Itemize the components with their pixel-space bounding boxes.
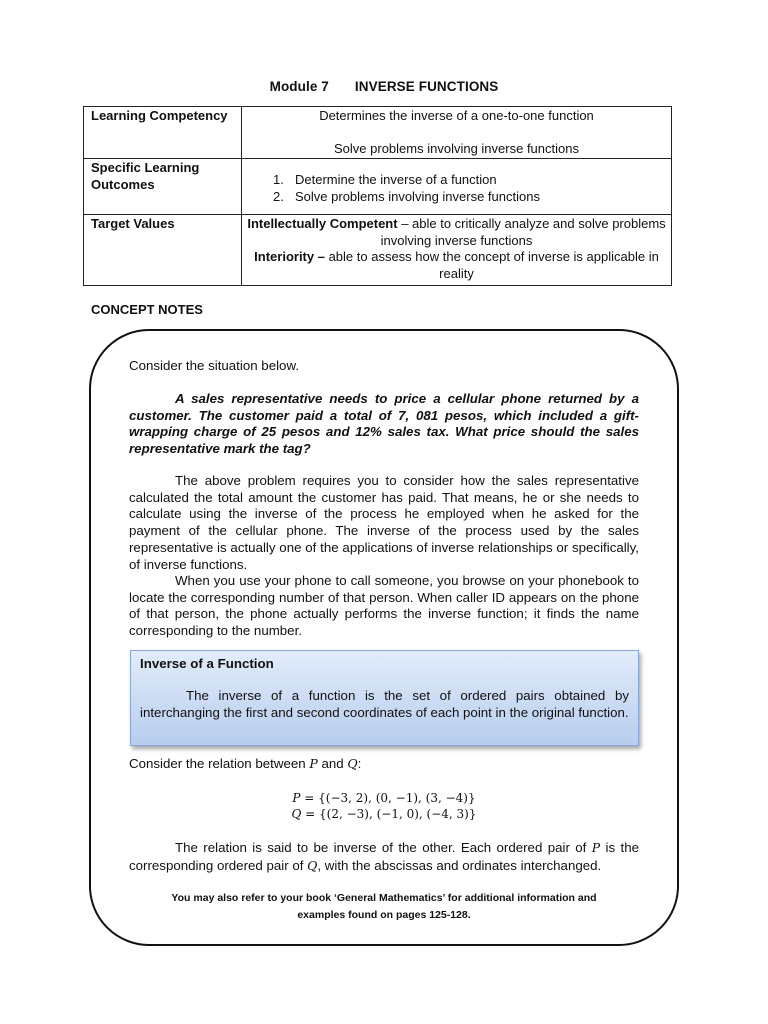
target-value-2 [246,249,667,282]
book-reference-note [0,890,768,924]
competency-item-2: Solve problems involving inverse functions [334,140,579,156]
outcome-item [273,188,667,205]
relation-colon: : [357,756,362,771]
footnote-line-2: examples found on pages 125-128. [297,909,471,921]
module-title [0,79,768,94]
explanation-paragraph-2: When you use your phone to call someone, you browse on your phonebook to locate the corresponding number of that person. When caller ID appears on the phone of that person, the phone actually performs the inverse function; it finds the name corresponding to the number. [129,573,639,639]
outcome-number: 2. [273,189,284,204]
set-p [0,790,768,806]
outcome-item [273,171,667,188]
outcome-number: 1. [273,172,284,187]
set-q-name: Q [291,807,302,821]
learning-competency-table [83,106,672,286]
problem-statement: A sales representative needs to price a cellular phone returned by a customer. The customer paid a total of 7, 081 pesos, which included a gift-wrapping charge of 25 pesos and 12% sales tax. What price should the sales representative mark the tag? [129,391,639,457]
target-values-label: Target Values [84,215,242,286]
target-value-1-text: – able to critically analyze and solve problems involving inverse functions [380,216,666,248]
explanation-paragraph-1: The above problem requires you to consider how the sales representative calculated the total amount the customer has paid. That means, he or she needs to calculate using the inverse of the process he employed when he asked for the payment of the cellular phone. The inverse of the process used by the sales representative is actually one of the applications of inverse relationships or specifically, of inverse functions. [129,473,639,572]
competency-row [84,107,672,159]
definition-title: Inverse of a Function [140,656,274,671]
target-value-2-text: able to assess how the concept of inverse is applicable in reality [324,249,659,281]
target-value-1 [246,216,667,249]
set-q-values: = {(2, −3), (−1, 0), (−4, 3)} [301,807,477,821]
outcome-text: Solve problems involving inverse functions [295,189,540,204]
target-value-2-name: Interiority – [254,249,325,264]
footnote-line-1: You may also refer to your book ‘General Mathematics’ for additional information and [171,892,597,904]
competency-label: Learning Competency [84,107,242,159]
module-number: Module 7 [269,79,329,94]
module-topic: INVERSE FUNCTIONS [354,79,499,94]
outcomes-label: Specific Learning Outcomes [84,159,242,215]
math-q: Q [307,858,318,873]
math-p: P [309,756,318,771]
set-p-name: P [292,791,301,805]
math-p: P [591,840,601,855]
explanation-paragraph-3 [129,839,639,875]
concept-notes-heading: CONCEPT NOTES [91,302,203,317]
outcomes-value [242,159,672,215]
relation-sets [0,790,768,822]
definition-box [130,650,639,746]
target-values-value [242,215,672,286]
target-value-1-name: Intellectually Competent [247,216,398,231]
para3-text-b: is the corresponding ordered pair of [129,840,639,873]
math-q: Q [347,756,358,771]
competency-item-1: Determines the inverse of a one-to-one function [319,108,594,123]
relation-intro [129,756,639,773]
set-q [0,806,768,822]
definition-body: The inverse of a function is the set of ordered pairs obtained by interchanging the first and second coordinates of each point in the original function. [140,688,629,720]
competency-value [242,107,672,159]
para3-text-a: The relation is said to be inverse of the other. Each ordered pair of [175,840,592,855]
para3-text-c: , with the abscissas and ordinates interchanged. [317,858,602,873]
relation-intro-text: Consider the relation between [129,756,310,771]
consider-text: Consider the situation below. [129,358,300,373]
outcomes-list [273,171,667,205]
target-values-row [84,215,672,286]
outcome-text: Determine the inverse of a function [295,172,497,187]
set-p-values: = {(−3, 2), (0, −1), (3, −4)} [300,791,476,805]
relation-and: and [317,756,348,771]
outcomes-row [84,159,672,215]
